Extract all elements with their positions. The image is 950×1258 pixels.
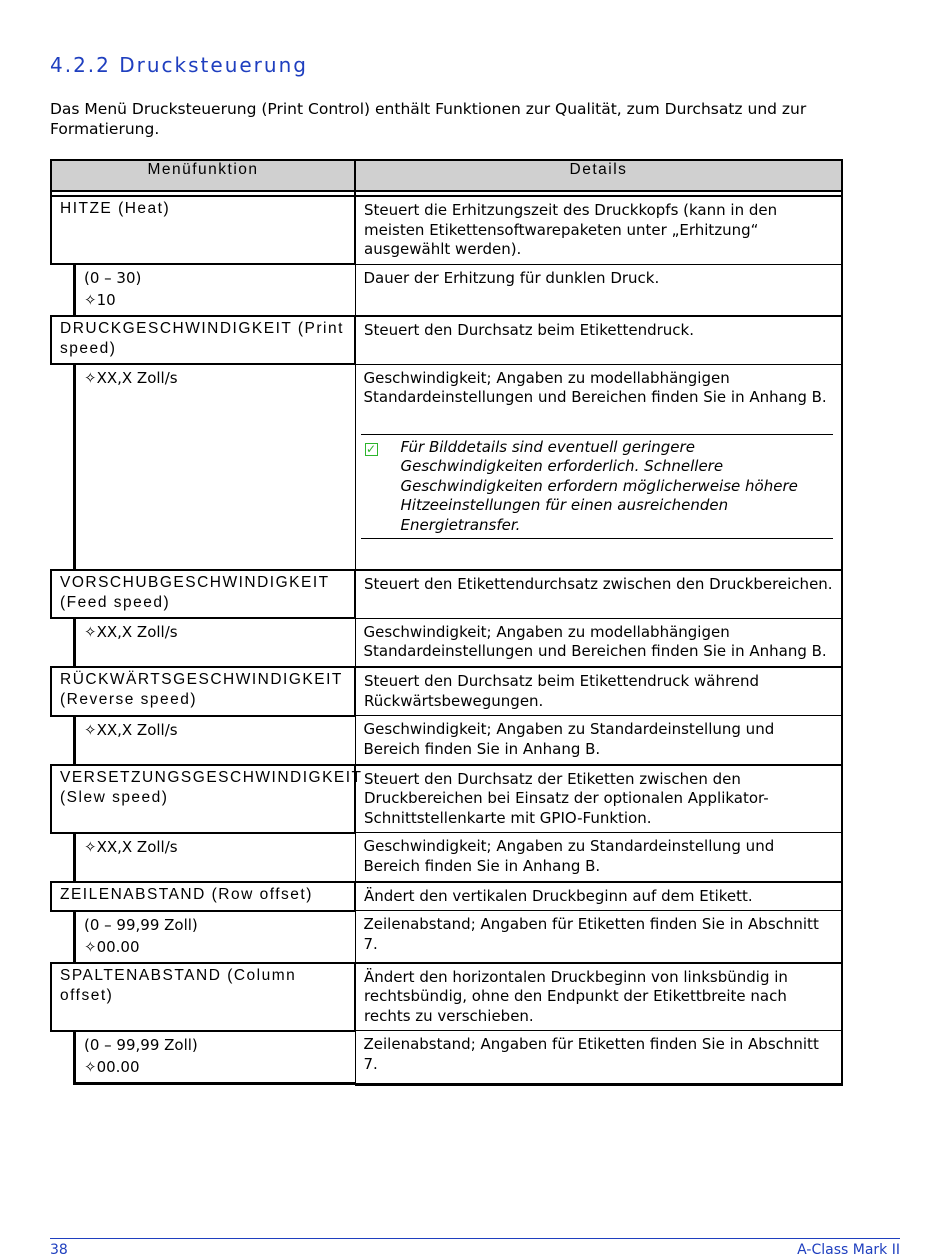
- header-details: Details: [355, 160, 842, 191]
- option-value: ✧XX,X Zoll/s: [84, 720, 178, 739]
- table-row: [51, 963, 842, 1031]
- table-row: [51, 196, 842, 264]
- menu-function-description: Ändert den horizontalen Druckbeginn von linksbündig in rechtsbündig, ohne den Endpunkt der Etikettbreite nach rechts zu verschieben.: [355, 963, 842, 1031]
- table-row: [51, 316, 842, 364]
- option-value: ✧XX,X Zoll/s: [84, 623, 178, 641]
- table-row: [51, 765, 842, 833]
- option-description: Zeilenabstand; Angaben für Etiketten finden Sie in Abschnitt 7.: [363, 915, 819, 953]
- option-details-cell: [355, 911, 842, 963]
- menu-function-description: Steuert den Durchsatz beim Etikettendruck während Rückwärtsbewegungen.: [355, 667, 842, 716]
- menu-function-name: HITZE (Heat): [51, 196, 355, 264]
- option-cell: [51, 1031, 355, 1085]
- menu-function-description: Ändert den vertikalen Druckbeginn auf dem Etikett.: [355, 882, 842, 911]
- option-details-cell: [355, 833, 842, 882]
- option-value: ✧00.00: [84, 937, 140, 956]
- option-value: (0 – 99,99 Zoll): [84, 915, 198, 934]
- table-row: [51, 364, 842, 570]
- table-row: [51, 618, 842, 667]
- option-description: Geschwindigkeit; Angaben zu Standardeinstellung und Bereich finden Sie in Anhang B.: [363, 720, 775, 758]
- option-cell: [51, 911, 355, 963]
- option-details-cell: [355, 364, 842, 570]
- footer-rule: [50, 1238, 900, 1239]
- table-row: [51, 667, 842, 716]
- option-description: Zeilenabstand; Angaben für Etiketten finden Sie in Abschnitt 7.: [363, 1035, 819, 1073]
- option-details-cell: [355, 716, 842, 765]
- option-details-cell: [355, 618, 842, 667]
- table-body: [51, 196, 842, 1085]
- intro-paragraph: Das Menü Drucksteuerung (Print Control) enthält Funktionen zur Qualität, zum Durchsatz und zur Formatierung.: [50, 100, 807, 138]
- option-value: ✧10: [84, 291, 116, 309]
- option-value: ✧XX,X Zoll/s: [84, 369, 178, 387]
- option-description: Geschwindigkeit; Angaben zu modellabhängigen Standardeinstellungen und Bereichen finden Sie in Anhang B.: [363, 368, 827, 406]
- table-row: [51, 882, 842, 911]
- menu-function-description: Steuert den Durchsatz der Etiketten zwischen den Druckbereichen bei Einsatz der optionalen Applikator-Schnittstellenkarte mit GPIO-Funktion.: [355, 765, 842, 833]
- table-row: [51, 1031, 842, 1085]
- note-box: [361, 434, 834, 540]
- option-details-cell: [355, 264, 842, 316]
- menu-function-description: Steuert die Erhitzungszeit des Druckkopfs (kann in den meisten Etikettensoftwarepaketen unter „Erhitzung“ ausgewählt werden).: [355, 196, 842, 264]
- menu-function-description: Steuert den Durchsatz beim Etikettendruck.: [355, 316, 842, 364]
- menu-function-name: DRUCKGESCHWINDIGKEIT (Print speed): [51, 316, 355, 364]
- page-number: 38: [50, 1242, 68, 1258]
- menu-function-table: [50, 159, 843, 1086]
- table-row: [51, 911, 842, 963]
- option-value: ✧00.00: [84, 1057, 140, 1076]
- option-cell: [51, 716, 355, 765]
- option-description: Geschwindigkeit; Angaben zu modellabhängigen Standardeinstellungen und Bereichen finden Sie in Anhang B.: [363, 622, 827, 660]
- header-menu-function: Menüfunktion: [51, 160, 355, 191]
- menu-function-name: VORSCHUBGESCHWINDIGKEIT (Feed speed): [51, 570, 355, 618]
- checkmark-icon: ✓: [365, 441, 377, 456]
- option-details-cell: [355, 1031, 842, 1085]
- option-cell: [51, 618, 355, 667]
- option-value: (0 – 30): [84, 269, 142, 287]
- table-header-row: [51, 160, 842, 191]
- table-row: [51, 833, 842, 882]
- section-heading: 4.2.2 Drucksteuerung: [50, 53, 308, 77]
- table-row: [51, 264, 842, 316]
- menu-function-name: VERSETZUNGSGESCHWINDIGKEIT (Slew speed): [51, 765, 355, 833]
- option-description: Dauer der Erhitzung für dunklen Druck.: [363, 268, 660, 287]
- table-row: [51, 716, 842, 765]
- menu-function-name: RÜCKWÄRTSGESCHWINDIGKEIT (Reverse speed): [51, 667, 355, 716]
- option-cell: [51, 364, 355, 570]
- option-value: ✧XX,X Zoll/s: [84, 837, 178, 856]
- table-row: [51, 570, 842, 618]
- product-name: A-Class Mark II: [797, 1242, 900, 1258]
- option-cell: [51, 264, 355, 316]
- note-text: Für Bilddetails sind eventuell geringere Geschwindigkeiten erforderlich. Schnellere Geschwindigkeiten erfordern möglicherweise höhere Hitzeeinstellungen für einen ausreichenden Energietransfer.: [400, 437, 798, 534]
- menu-function-name: SPALTENABSTAND (Column offset): [51, 963, 355, 1031]
- menu-function-name: ZEILENABSTAND (Row offset): [51, 882, 355, 911]
- option-cell: [51, 833, 355, 882]
- menu-function-description: Steuert den Etikettendurchsatz zwischen den Druckbereichen.: [355, 570, 842, 618]
- option-value: (0 – 99,99 Zoll): [84, 1035, 198, 1054]
- option-description: Geschwindigkeit; Angaben zu Standardeinstellung und Bereich finden Sie in Anhang B.: [363, 837, 775, 875]
